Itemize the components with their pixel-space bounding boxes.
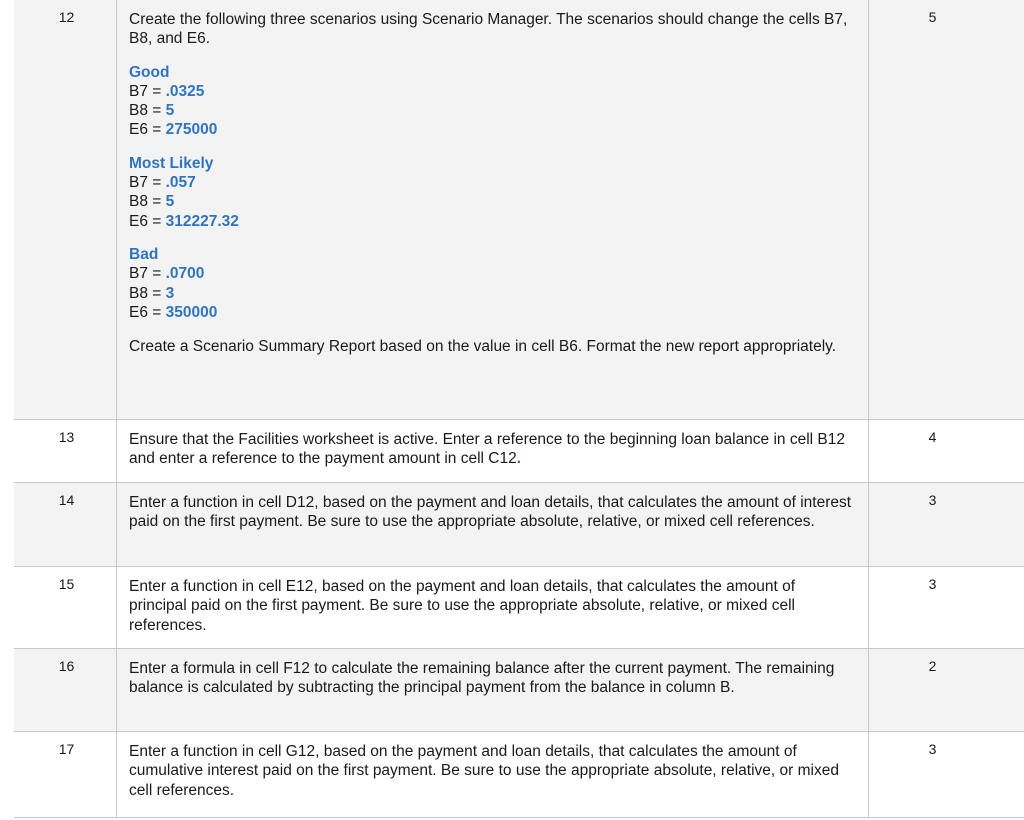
- cell-value: 5: [165, 193, 175, 211]
- cell-label: B7 =: [129, 82, 166, 100]
- cell-label: B7 =: [129, 174, 166, 192]
- cell-label: B8 =: [129, 284, 166, 302]
- step-description: Enter a function in cell G12, based on the payment and loan details, that calculates the amount of cumulative interest paid on the first payment. Be sure to use the appropriate absolute, relative, or mixed cell references.: [117, 732, 869, 817]
- points-value: 3: [928, 576, 937, 592]
- cell-label: E6 =: [129, 121, 166, 139]
- step-description: Enter a formula in cell F12 to calculate the remaining balance after the current payment. The remaining balance is calculated by subtracting the principal payment from the balance in column B.: [117, 649, 869, 731]
- cell-value: .0325: [165, 82, 205, 100]
- table-row: [14, 732, 1024, 818]
- step-description: [117, 420, 869, 482]
- step-text: Create the following three scenarios using Scenario Manager. The scenarios should change the cells B7, B8, and E6.: [129, 11, 848, 48]
- table-row: [14, 649, 1024, 732]
- step-number: 12: [14, 0, 117, 419]
- step-number: 15: [14, 567, 117, 648]
- points-value: 2: [928, 658, 937, 674]
- scenario-line: [129, 284, 854, 303]
- cell-label: B7 =: [129, 265, 166, 283]
- table-row: [14, 483, 1024, 567]
- cell-label: B8 =: [129, 193, 166, 211]
- points-value: 3: [928, 741, 937, 757]
- step-text-suffix: .: [516, 450, 522, 468]
- step-number: 16: [14, 649, 117, 731]
- cell-value: .057: [165, 174, 196, 192]
- scenario-name: Most Likely: [129, 154, 214, 172]
- cell-value: 350000: [165, 303, 218, 321]
- scenario-line: [129, 264, 854, 283]
- cell-value: 312227.32: [165, 212, 239, 230]
- step-description: Enter a function in cell D12, based on the payment and loan details, that calculates the amount of interest paid on the first payment. Be sure to use the appropriate absolute, relative, or mixed cell references.: [117, 483, 869, 566]
- scenario-line: [129, 101, 854, 120]
- scenario-line: [129, 212, 854, 231]
- scenario-name: Bad: [129, 245, 159, 263]
- cell-label: B8 =: [129, 102, 166, 120]
- step-text: Ensure that the Facilities worksheet is active. Enter a reference to the beginning loan balance in cell B12 and enter a reference to the payment amount in cell C12: [129, 431, 845, 468]
- scenario-line: [129, 173, 854, 192]
- table-row: [14, 420, 1024, 483]
- scenario-line: [129, 192, 854, 211]
- step-number: 14: [14, 483, 117, 566]
- scenario-name: Good: [129, 63, 170, 81]
- scenario-line: [129, 82, 854, 101]
- cell-label: E6 =: [129, 303, 166, 321]
- points-value: 3: [928, 492, 937, 508]
- cell-value: 5: [165, 102, 175, 120]
- table-row: [14, 0, 1024, 420]
- cell-value: .0700: [165, 265, 205, 283]
- step-description: Enter a function in cell E12, based on the payment and loan details, that calculates the amount of principal paid on the first payment. Be sure to use the appropriate absolute, relative, or mixed cell references.: [117, 567, 869, 648]
- cell-value: 275000: [165, 121, 218, 139]
- points-value: 4: [928, 429, 937, 445]
- cell-label: E6 =: [129, 212, 166, 230]
- step-number: 17: [14, 732, 117, 817]
- step-text-2: Create a Scenario Summary Report based on the value in cell B6. Format the new report appropriately.: [129, 338, 837, 356]
- scenario-line: [129, 303, 854, 322]
- step-description: [117, 0, 869, 419]
- scenario-line: [129, 120, 854, 139]
- cell-value: 3: [165, 284, 175, 302]
- table-row: [14, 567, 1024, 649]
- step-number: 13: [14, 420, 117, 482]
- points-value: 5: [928, 9, 937, 25]
